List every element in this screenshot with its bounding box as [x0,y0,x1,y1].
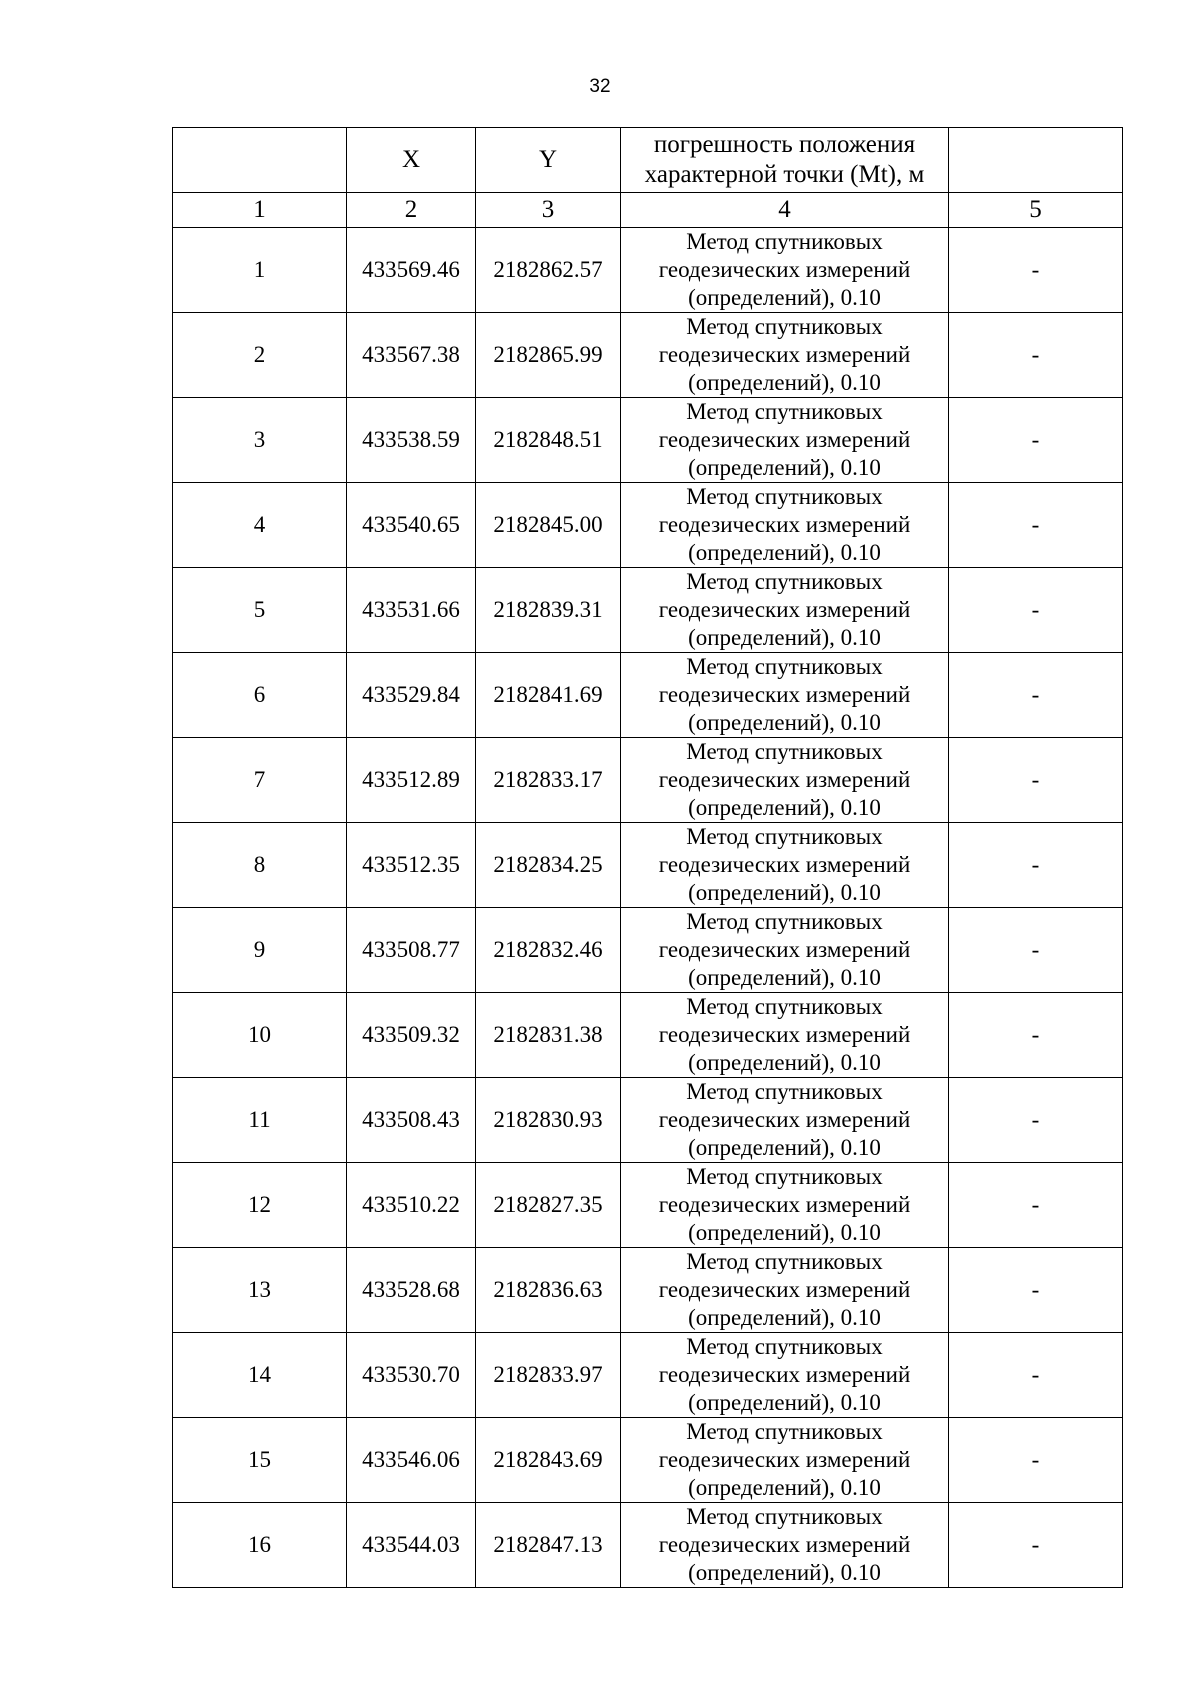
x-coordinate-cell: 433508.43 [347,1078,476,1163]
point-number-cell: 9 [173,908,347,993]
method-text-line: Метод спутниковых [686,484,883,509]
x-coordinate-cell: 433530.70 [347,1333,476,1418]
method-cell [621,908,949,993]
method-cell [621,1078,949,1163]
point-number-cell: 2 [173,313,347,398]
method-cell [621,1163,949,1248]
point-number-cell: 16 [173,1503,347,1588]
method-text-line: геодезических измерений [658,1022,911,1047]
x-coordinate-cell: 433512.89 [347,738,476,823]
method-cell [621,568,949,653]
method-text-line: (определений), 0.10 [688,455,881,480]
note-cell: - [949,1503,1123,1588]
note-cell: - [949,1418,1123,1503]
column-number-row [173,193,1123,228]
x-coordinate-cell: 433538.59 [347,398,476,483]
method-text-line: геодезических измерений [658,1447,911,1472]
table-row [173,1418,1123,1503]
note-cell: - [949,1163,1123,1248]
y-coordinate-cell: 2182848.51 [476,398,621,483]
y-coordinate-cell: 2182832.46 [476,908,621,993]
method-text-line: геодезических измерений [658,1362,911,1387]
method-text-line: Метод спутниковых [686,1079,883,1104]
point-number-cell: 15 [173,1418,347,1503]
method-cell [621,1248,949,1333]
method-text-line: Метод спутниковых [686,1419,883,1444]
method-text-line: (определений), 0.10 [688,1390,881,1415]
y-coordinate-cell: 2182847.13 [476,1503,621,1588]
method-text-line: геодезических измерений [658,342,911,367]
point-number-cell: 13 [173,1248,347,1333]
method-text-line: (определений), 0.10 [688,370,881,395]
column-number: 2 [347,193,476,228]
method-cell [621,1333,949,1418]
method-text-line: геодезических измерений [658,512,911,537]
method-text-line: (определений), 0.10 [688,625,881,650]
method-cell [621,823,949,908]
point-number-cell: 5 [173,568,347,653]
x-coordinate-cell: 433509.32 [347,993,476,1078]
column-number: 1 [173,193,347,228]
method-text-line: Метод спутниковых [686,314,883,339]
point-number-cell: 4 [173,483,347,568]
y-coordinate-cell: 2182830.93 [476,1078,621,1163]
header-cell-y: Y [476,128,621,193]
point-number-cell: 7 [173,738,347,823]
y-coordinate-cell: 2182833.17 [476,738,621,823]
y-coordinate-cell: 2182839.31 [476,568,621,653]
table-row [173,568,1123,653]
y-coordinate-cell: 2182843.69 [476,1418,621,1503]
method-text-line: (определений), 0.10 [688,710,881,735]
method-text-line: Метод спутниковых [686,229,883,254]
method-text-line: Метод спутниковых [686,654,883,679]
table-row [173,1503,1123,1588]
method-text-line: (определений), 0.10 [688,1305,881,1330]
page-number: 32 [589,76,611,97]
method-text-line: Метод спутниковых [686,1164,883,1189]
x-coordinate-cell: 433569.46 [347,228,476,313]
x-coordinate-cell: 433508.77 [347,908,476,993]
coordinates-table [172,127,1123,1588]
method-cell [621,1418,949,1503]
x-coordinate-cell: 433529.84 [347,653,476,738]
method-text-line: Метод спутниковых [686,739,883,764]
note-cell: - [949,738,1123,823]
x-coordinate-cell: 433512.35 [347,823,476,908]
method-text-line: (определений), 0.10 [688,1135,881,1160]
table-header-row [173,128,1123,193]
method-text-line: Метод спутниковых [686,909,883,934]
table-row [173,738,1123,823]
method-cell [621,483,949,568]
note-cell: - [949,398,1123,483]
method-text-line: (определений), 0.10 [688,540,881,565]
note-cell: - [949,483,1123,568]
note-cell: - [949,993,1123,1078]
method-text-line: геодезических измерений [658,257,911,282]
table-row [173,653,1123,738]
note-cell: - [949,568,1123,653]
method-cell [621,313,949,398]
header-cell-point [173,128,347,193]
header-cell-x: X [347,128,476,193]
method-text-line: геодезических измерений [658,597,911,622]
table-row [173,993,1123,1078]
method-text-line: геодезических измерений [658,1192,911,1217]
x-coordinate-cell: 433531.66 [347,568,476,653]
table-row [173,908,1123,993]
x-coordinate-cell: 433510.22 [347,1163,476,1248]
point-number-cell: 12 [173,1163,347,1248]
method-cell [621,1503,949,1588]
y-coordinate-cell: 2182836.63 [476,1248,621,1333]
note-cell: - [949,228,1123,313]
method-cell [621,653,949,738]
method-text-line: Метод спутниковых [686,824,883,849]
method-text-line: Метод спутниковых [686,1249,883,1274]
note-cell: - [949,313,1123,398]
y-coordinate-cell: 2182845.00 [476,483,621,568]
method-text-line: (определений), 0.10 [688,795,881,820]
method-cell [621,993,949,1078]
y-coordinate-cell: 2182841.69 [476,653,621,738]
table-row [173,823,1123,908]
method-text-line: геодезических измерений [658,1107,911,1132]
table-row [173,313,1123,398]
y-coordinate-cell: 2182831.38 [476,993,621,1078]
header-cell-note [949,128,1123,193]
method-text-line: геодезических измерений [658,937,911,962]
method-text-line: геодезических измерений [658,852,911,877]
point-number-cell: 11 [173,1078,347,1163]
method-text-line: геодезических измерений [658,427,911,452]
method-cell [621,738,949,823]
method-text-line: Метод спутниковых [686,1334,883,1359]
y-coordinate-cell: 2182865.99 [476,313,621,398]
method-text-line: Метод спутниковых [686,1504,883,1529]
method-text-line: (определений), 0.10 [688,1220,881,1245]
point-number-cell: 6 [173,653,347,738]
point-number-cell: 10 [173,993,347,1078]
table-row [173,1078,1123,1163]
note-cell: - [949,1078,1123,1163]
method-cell [621,398,949,483]
method-text-line: (определений), 0.10 [688,1560,881,1585]
y-coordinate-cell: 2182834.25 [476,823,621,908]
method-cell [621,228,949,313]
table-row [173,228,1123,313]
point-number-cell: 14 [173,1333,347,1418]
y-coordinate-cell: 2182833.97 [476,1333,621,1418]
method-text-line: геодезических измерений [658,1532,911,1557]
point-number-cell: 3 [173,398,347,483]
note-cell: - [949,1333,1123,1418]
method-text-line: (определений), 0.10 [688,1475,881,1500]
x-coordinate-cell: 433528.68 [347,1248,476,1333]
point-number-cell: 8 [173,823,347,908]
method-text-line: Метод спутниковых [686,994,883,1019]
table-row [173,1333,1123,1418]
note-cell: - [949,823,1123,908]
table-row [173,1163,1123,1248]
method-text-line: геодезических измерений [658,767,911,792]
column-number: 4 [621,193,949,228]
note-cell: - [949,1248,1123,1333]
method-text-line: геодезических измерений [658,1277,911,1302]
table-row [173,1248,1123,1333]
y-coordinate-cell: 2182862.57 [476,228,621,313]
x-coordinate-cell: 433540.65 [347,483,476,568]
note-cell: - [949,653,1123,738]
table-row [173,398,1123,483]
method-text-line: геодезических измерений [658,682,911,707]
table-row [173,483,1123,568]
method-text-line: Метод спутниковых [686,569,883,594]
note-cell: - [949,908,1123,993]
column-number: 5 [949,193,1123,228]
header-cell-accuracy: погрешность положения характерной точки (Mt), м [621,128,949,193]
point-number-cell: 1 [173,228,347,313]
x-coordinate-cell: 433546.06 [347,1418,476,1503]
method-text-line: (определений), 0.10 [688,285,881,310]
method-text-line: (определений), 0.10 [688,880,881,905]
column-number: 3 [476,193,621,228]
method-text-line: Метод спутниковых [686,399,883,424]
y-coordinate-cell: 2182827.35 [476,1163,621,1248]
x-coordinate-cell: 433544.03 [347,1503,476,1588]
method-text-line: (определений), 0.10 [688,1050,881,1075]
method-text-line: (определений), 0.10 [688,965,881,990]
x-coordinate-cell: 433567.38 [347,313,476,398]
